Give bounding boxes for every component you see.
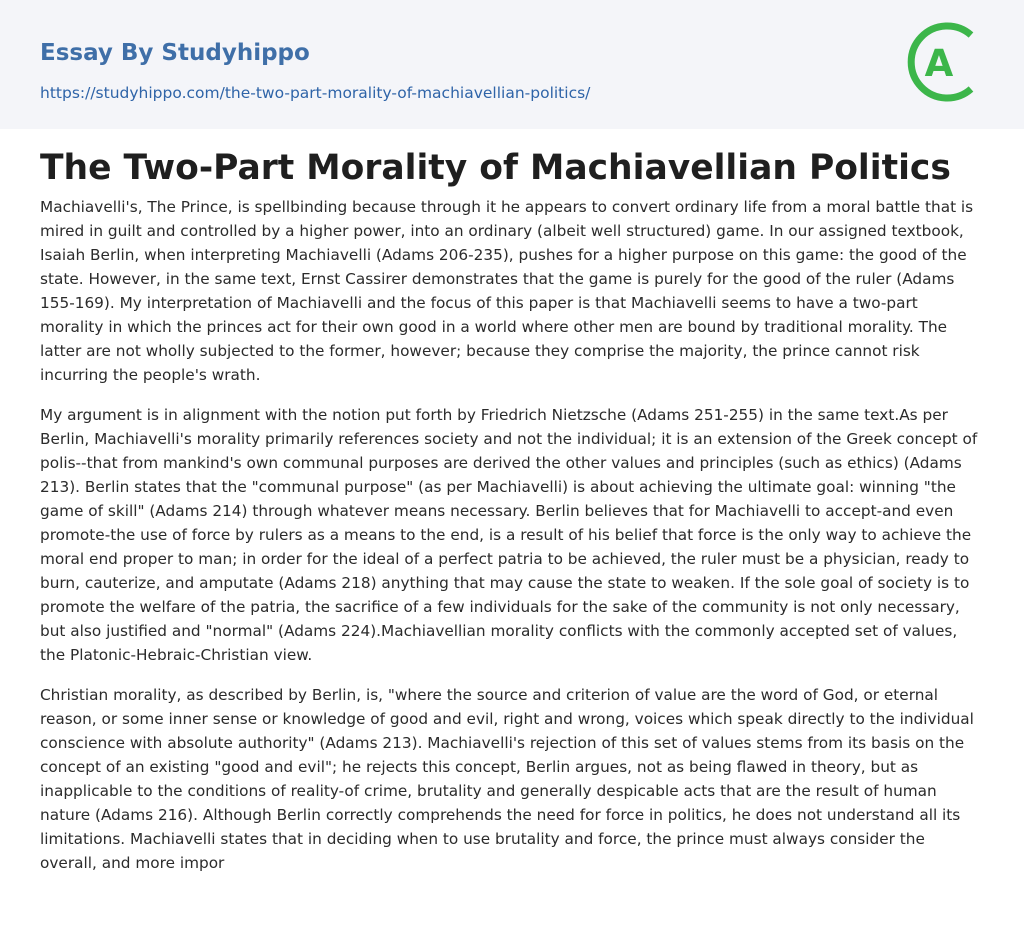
essay-url-link[interactable]: https://studyhippo.com/the-two-part-morality-of-machiavellian-politics/: [40, 84, 591, 102]
site-brand[interactable]: Essay By Studyhippo: [40, 40, 310, 66]
essay-paragraph-3: Christian morality, as described by Berlin, is, "where the source and criterion of value are the word of God, or eternal reason, or some inner sense or knowledge of good and evil, right and wrong, voices which speak directly to the individual conscience with absolute authority" (Adams 213). Machiavelli's rejection of this set of values stems from its basis on the concept of an existing "good and evil"; he rejects this concept, Berlin argues, not as being flawed in theory, but as inapplicable to the conditions of reality-of crime, brutality and generally despicable acts that are the result of human nature (Adams 216). Although Berlin correctly comprehends the need for force in politics, he does not understand all its limitations. Machiavelli states that in deciding when to use brutality and force, the prince must always consider the overall, and more impor: [40, 686, 974, 872]
essay-paragraph-2: My argument is in alignment with the notion put forth by Friedrich Nietzsche (Adams 251-255) in the same text.As per Berlin, Machiavelli's morality primarily references society and not the individual; it is an extension of the Greek concept of polis--that from mankind's own communal purposes are derived the other values and principles (such as ethics) (Adams 213). Berlin states that the "communal purpose" (as per Machiavelli) is about achieving the ultimate goal: winning "the game of skill" (Adams 214) through whatever means necessary. Berlin believes that for Machiavelli to accept-and even promote-the use of force by rulers as a means to the end, is a result of his belief that force is the only way to achieve the moral end proper to man; in order for the ideal of a perfect patria to be achieved, the ruler must be a physician, ready to burn, cauterize, and amputate (Adams 218) anything that may cause the state to weaken. If the sole goal of society is to promote the welfare of the patria, the sacrifice of a few individuals for the sake of the community is not only necessary, but also justified and "normal" (Adams 224).Machiavellian morality conflicts with the commonly accepted set of values, the Platonic-Hebraic-Christian view.: [40, 406, 978, 664]
essay-body: [40, 195, 986, 891]
essay-title: The Two-Part Morality of Machiavellian Politics: [40, 148, 951, 188]
site-header: [0, 0, 1024, 129]
logo-letter: A: [924, 42, 954, 85]
circle-a-logo-icon[interactable]: [906, 18, 986, 106]
essay-paragraph-1: Machiavelli's, The Prince, is spellbinding because through it he appears to convert ordinary life from a moral battle that is mired in guilt and controlled by a higher power, into an ordinary (albeit well structured) game. In our assigned textbook, Isaiah Berlin, when interpreting Machiavelli (Adams 206-235), pushes for a higher purpose on this game: the good of the state. However, in the same text, Ernst Cassirer demonstrates that the game is purely for the good of the ruler (Adams 155-169). My interpretation of Machiavelli and the focus of this paper is that Machiavelli seems to have a two-part morality in which the princes act for their own good in a world where other men are bound by traditional morality. The latter are not wholly subjected to the former, however; because they comprise the majority, the prince cannot risk incurring the people's wrath.: [40, 198, 974, 384]
